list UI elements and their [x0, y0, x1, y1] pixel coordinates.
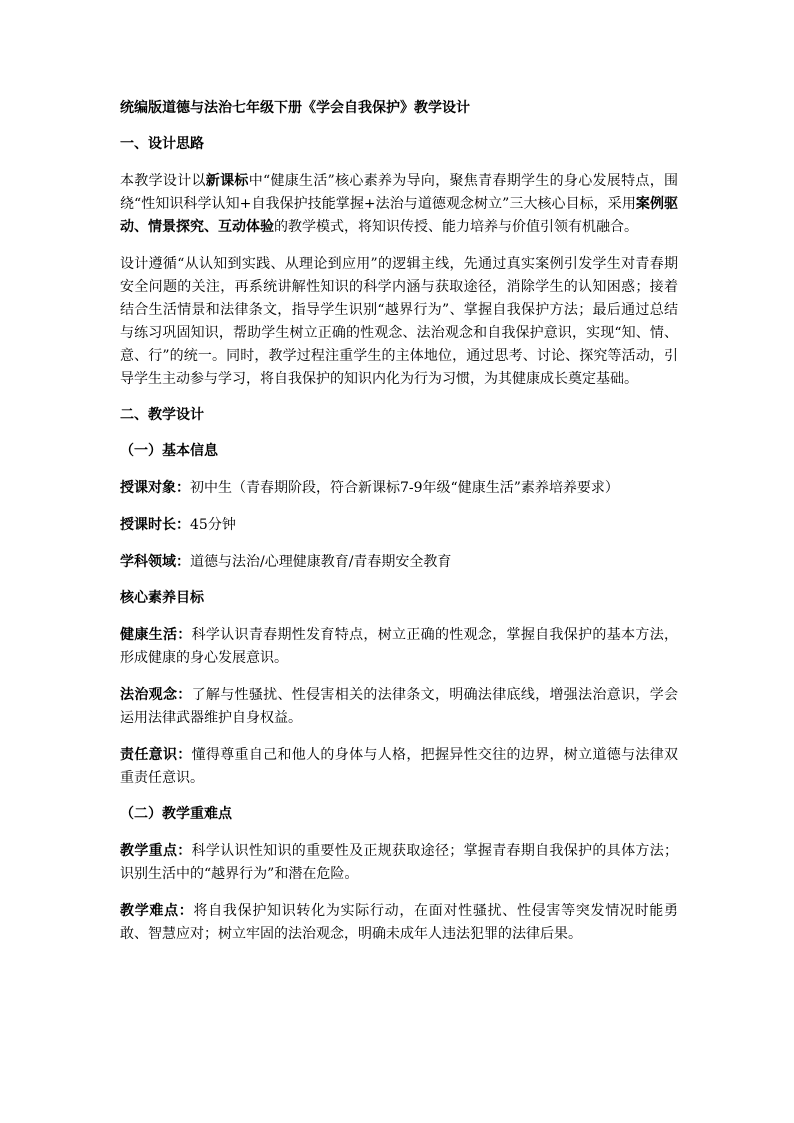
section-heading-teaching-design: 二、教学设计 — [120, 407, 204, 423]
info-duration — [120, 514, 678, 537]
goal-responsibility — [120, 744, 678, 790]
label-duration: 授课时长： — [120, 517, 190, 533]
bold-text-teaching-mode: 案例驱动、情景探究、互动体验 — [120, 196, 679, 235]
subsection-heading-basic-info: （一）基本信息 — [120, 443, 218, 459]
info-field — [120, 551, 678, 574]
paragraph-design-logic: 设计遵循“从认知到实践、从理论到应用”的逻辑主线，先通过真实案例引发学生对青春期安全问题的关注，再系统讲解性知识的科学内涵与获取途径，消除学生的认知困惑；接着结合生活情景和法律条文，指导学生识别“越界行为”、掌握自我保护方法；最后通过总结与练习巩固知识，帮助学生树立正确的性观念、法治观念和自我保护意识，实现“知、情、意、行”的统一。同时，教学过程注重学生的主体地位，通过思考、讨论、探究等活动，引导学生主动参与学习，将自我保护的知识内化为行为习惯，为其健康成长奠定基础。 — [120, 256, 678, 387]
value-healthy-living: 科学认识青春期性发育特点，树立正确的性观念，掌握自我保护的基本方法，形成健康的身心发展意识。 — [120, 627, 679, 666]
value-field: 道德与法治/心理健康教育/青春期安全教育 — [190, 554, 452, 570]
subsection-heading-key-points: （二）教学重难点 — [120, 806, 232, 822]
value-responsibility: 懂得尊重自己和他人的身体与人格，把握异性交往的边界，树立道德与法律双重责任意识。 — [120, 747, 679, 786]
label-healthy-living: 健康生活： — [120, 627, 192, 643]
info-audience — [120, 477, 678, 500]
text-run: 本教学设计以 — [120, 173, 206, 189]
text-run: 中“健康生活”核心素养为导向，聚焦青春期学生的身心发展特点，围绕“性知识科学认知+自我保护技能掌握+法治与道德观念树立”三大核心目标，采用 — [120, 173, 678, 212]
document-title: 统编版道德与法治七年级下册《学会自我保护》教学设计 — [120, 100, 470, 116]
value-difficulty: 将自我保护知识转化为实际行动，在面对性骚扰、性侵害等突发情况时能勇敢、智慧应对；树立牢固的法治观念，明确未成年人违法犯罪的法律后果。 — [120, 903, 679, 942]
paragraph-design-intro — [120, 170, 678, 239]
goal-rule-of-law — [120, 684, 678, 730]
value-duration: 45分钟 — [190, 517, 236, 533]
section-heading-design-idea: 一、设计思路 — [120, 136, 204, 152]
value-key-point: 科学认识性知识的重要性及正规获取途径；掌握青春期自我保护的具体方法；识别生活中的“越界行为”和潜在危险。 — [120, 843, 679, 882]
teaching-key-point — [120, 840, 678, 886]
bold-text-new-standard: 新课标 — [205, 173, 249, 189]
value-rule-of-law: 了解与性骚扰、性侵害相关的法律条文，明确法律底线，增强法治意识，学会运用法律武器维护自身权益。 — [120, 687, 679, 726]
label-responsibility: 责任意识： — [120, 747, 192, 763]
label-field: 学科领域： — [120, 554, 190, 570]
text-run: 的教学模式，将知识传授、能力培养与价值引领有机融合。 — [274, 219, 638, 235]
heading-core-goals: 核心素养目标 — [120, 590, 204, 606]
label-audience: 授课对象： — [120, 480, 190, 496]
label-difficulty: 教学难点： — [120, 903, 194, 919]
label-rule-of-law: 法治观念： — [120, 687, 192, 703]
teaching-difficulty — [120, 900, 678, 946]
goal-healthy-living — [120, 624, 678, 670]
document-page — [120, 98, 678, 960]
value-audience: 初中生（青春期阶段，符合新课标7-9年级“健康生活”素养培养要求） — [190, 480, 619, 496]
label-key-point: 教学重点： — [120, 843, 192, 859]
